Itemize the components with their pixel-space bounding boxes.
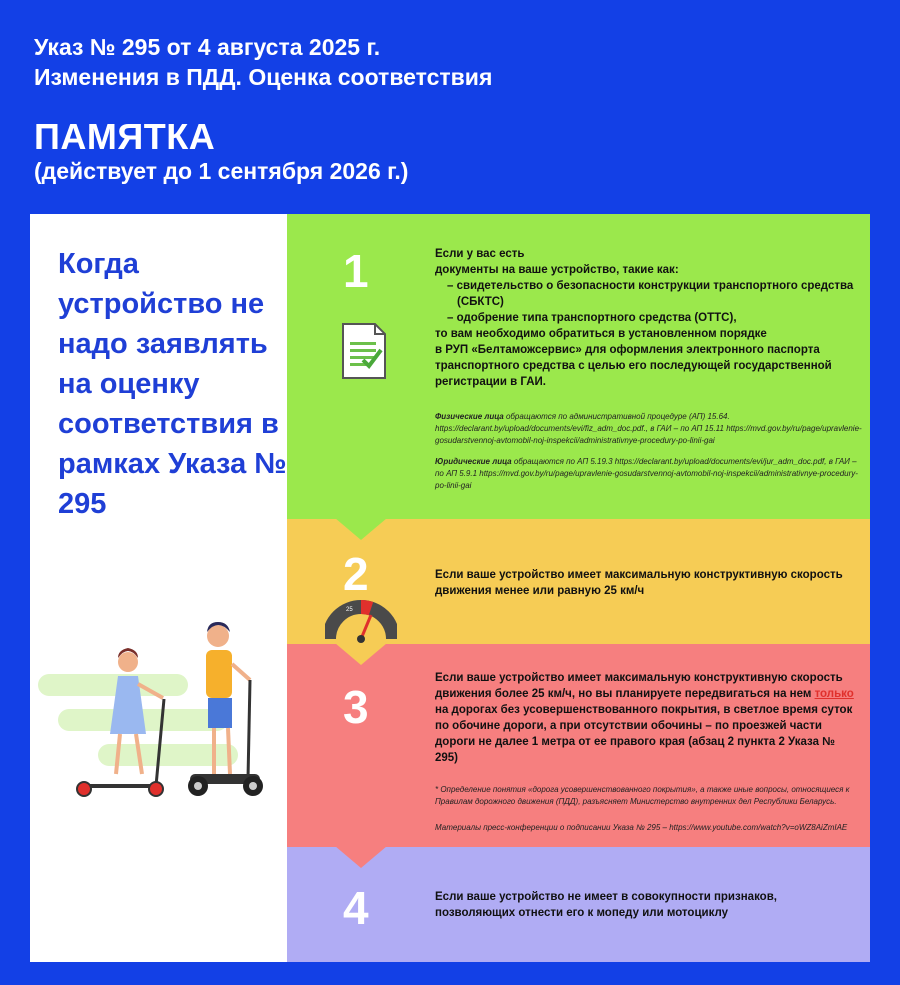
section-3-text-only: только bbox=[814, 688, 854, 700]
left-title: Когда устройство не надо заявлять на оценку соответствия в рамках Указа № 295 bbox=[58, 248, 287, 520]
section-1-line-2: документы на ваше устройство, такие как: bbox=[435, 264, 679, 276]
section-3-notch bbox=[335, 643, 387, 665]
section-2 bbox=[287, 519, 870, 644]
section-1-line-6: то вам необходимо обратиться в установленном порядке bbox=[435, 328, 767, 340]
section-2-notch bbox=[335, 518, 387, 540]
memo-title: ПАМЯТКА bbox=[34, 116, 216, 157]
section-1-line-4: (СБКТС) bbox=[457, 296, 504, 308]
section-1-note-legal bbox=[435, 456, 865, 492]
section-3-text bbox=[435, 670, 860, 766]
note-legal-text: обращаются по АП 5.19.3 https://declarant.by/upload/documents/evi/jur_adm_doc.pdf, в ГАИ – по АП 5.9.1 https://mvd.gov.by/ru/page/upravlenie-gosudarstvennoj-avtomobil-noj-inspekcii/administrativnye-procedury-po-linii-gai bbox=[435, 457, 858, 490]
section-1-line-3: – свидетельство о безопасности конструкции транспортного средства bbox=[447, 280, 854, 292]
section-3 bbox=[287, 644, 870, 847]
section-1-note-individuals bbox=[435, 411, 865, 447]
document-check-icon bbox=[341, 322, 389, 380]
section-1-line-1: Если у вас есть bbox=[435, 248, 525, 260]
note-legal-label: Юридические лица bbox=[435, 457, 512, 466]
section-1-line-5: – одобрение типа транспортного средства (ОТТС), bbox=[447, 312, 737, 324]
section-1-number: 1 bbox=[343, 245, 369, 297]
section-4-text: Если ваше устройство не имеет в совокупности признаков, позволяющих отнести его к мопеду или мотоциклу bbox=[435, 891, 777, 919]
note-individuals-label: Физические лица bbox=[435, 412, 504, 421]
section-3-materials: Материалы пресс-конференции о подписании Указа № 295 – https://www.youtube.com/watch?v=oWZ8AiZmIAE bbox=[435, 823, 848, 832]
section-2-number: 2 bbox=[343, 548, 369, 600]
memo-card bbox=[30, 214, 870, 962]
scooter-illustration bbox=[38, 614, 288, 824]
section-3-text-a: Если ваше устройство имеет максимальную конструктивную скорость движения более 25 км/ч, но вы планируете передвигаться на нем bbox=[435, 672, 843, 700]
section-3-footnote: * Определение понятия «дорога усовершенствованного покрытия», а также иные вопросы, относящиеся к Правилам дорожного движения (ПДД), разъясняет Министерство внутренних дел Республики Беларусь. bbox=[435, 785, 850, 806]
section-4-number: 4 bbox=[343, 882, 369, 934]
header-line-2: Изменения в ПДД. Оценка соответствия bbox=[34, 64, 493, 90]
note-individuals-text: обращаются по административной процедуре (АП) 15.64. https://declarant.by/upload/documents/evi/fiz_adm_doc.pdf., в ГАИ – по АП 15.11 https://mvd.gov.by/ru/page/upravlenie-gosudarstvennoj-avtomobil-noj-inspekcii/administrativnye-procedury-po-linii-gai bbox=[435, 412, 862, 445]
header-line-1: Указ № 295 от 4 августа 2025 г. bbox=[34, 34, 381, 60]
section-3-number: 3 bbox=[343, 681, 369, 733]
memo-subtitle: (действует до 1 сентября 2026 г.) bbox=[34, 158, 409, 184]
section-1-text bbox=[435, 246, 860, 390]
speedometer-icon bbox=[325, 599, 397, 643]
speedometer-value: 25 bbox=[346, 607, 353, 613]
section-4 bbox=[287, 847, 870, 962]
section-1 bbox=[287, 214, 870, 519]
section-3-text-b: на дорогах без усовершенствованного покрытия, в светлое время суток по обочине дороги, а при отсутствии обочины – по проезжей части дороги не далее 1 метра от ее правого края (абзац 2 пункта 2 Указа № 295) bbox=[435, 704, 853, 764]
section-1-line-7: в РУП «Белтаможсервис» для оформления электронного паспорта транспортного средства с целью его последующей государственной регистрации в ГАИ. bbox=[435, 344, 832, 388]
section-2-text: Если ваше устройство имеет максимальную конструктивную скорость движения менее или равную 25 км/ч bbox=[435, 569, 843, 597]
section-4-notch bbox=[335, 846, 387, 868]
